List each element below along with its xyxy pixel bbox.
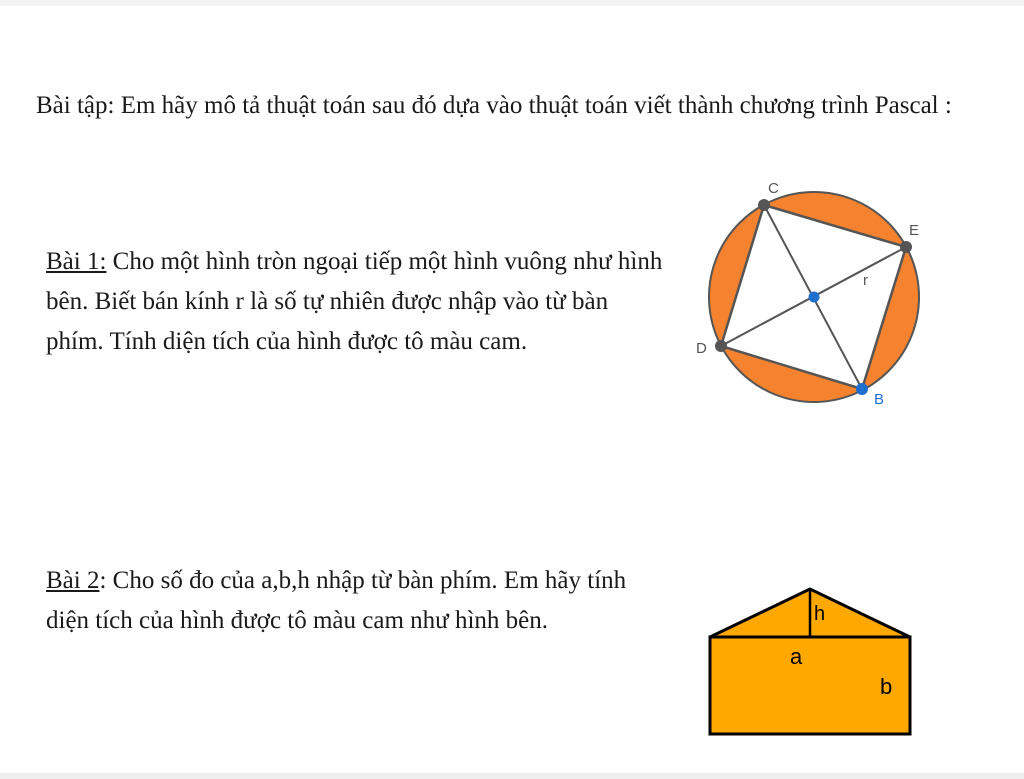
label-h: h [814, 603, 826, 625]
exercise-1-text: Cho một hình tròn ngoại tiếp một hình vuông như hình bên. Biết bán kính r là số tự nhiên được nhập vào từ bàn phím. Tính diện tích của hình được tô màu cam. [46, 248, 663, 355]
intro-text: Bài tập: Em hãy mô tả thuật toán sau đó dựa vào thuật toán viết thành chương trình Pascal : [36, 92, 952, 119]
house-svg [700, 580, 920, 745]
exercise-2-text: : Cho số đo của a,b,h nhập từ bàn phím. Em hãy tính diện tích của hình được tô màu cam như hình bên. [46, 567, 627, 634]
exercise-1 [46, 242, 666, 362]
circle-square-figure [690, 175, 940, 415]
circle-square-svg [690, 175, 940, 415]
point-c [758, 199, 770, 211]
intro-paragraph [36, 86, 986, 126]
exercise-1-label: Bài 1: [46, 248, 107, 275]
label-b: B [874, 391, 885, 408]
house-figure [700, 580, 920, 745]
exercise-2-label: Bài 2 [46, 567, 100, 594]
label-d: D [696, 340, 707, 357]
page-edge-top [0, 0, 1024, 6]
page-edge-bottom [0, 773, 1024, 779]
label-c: C [768, 180, 779, 197]
exercise-2 [46, 561, 656, 641]
label-r: r [863, 272, 868, 289]
point-d [715, 340, 727, 352]
label-a: a [790, 644, 803, 669]
point-b [856, 383, 868, 395]
point-e [900, 241, 912, 253]
center-point [809, 292, 820, 303]
label-b-side: b [880, 674, 893, 699]
label-e: E [909, 222, 920, 239]
